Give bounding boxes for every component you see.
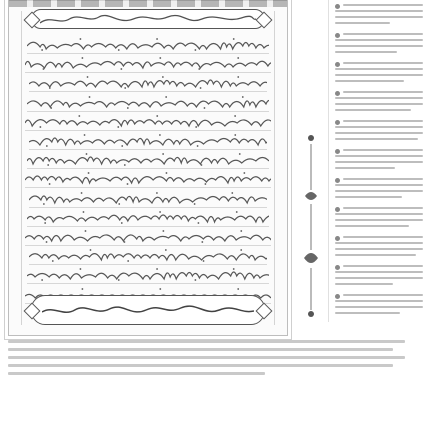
text-line — [335, 45, 423, 47]
text-line — [335, 10, 423, 12]
calligraphy-script-graphic — [27, 210, 269, 224]
paragraph-number-marker — [335, 236, 340, 241]
calligraphy-line — [27, 35, 269, 54]
paragraph-number-marker — [335, 178, 340, 183]
text-line — [343, 178, 423, 180]
text-line — [335, 271, 423, 273]
text-line — [335, 184, 423, 186]
text-line — [335, 51, 397, 53]
explanation-paragraph — [335, 207, 427, 231]
poster-footer-cartouche — [31, 295, 265, 325]
text-line — [335, 306, 423, 308]
calligraphy-line — [25, 227, 271, 246]
calligraphy-footer-graphic — [42, 304, 254, 318]
calligraphy-line — [29, 246, 267, 265]
calligraphy-script-graphic — [25, 114, 271, 128]
decorative-ornament-column — [300, 130, 322, 320]
explanation-paragraph — [335, 149, 427, 173]
text-line — [335, 190, 423, 192]
explanation-paragraph — [335, 236, 427, 260]
calligraphy-poster — [8, 0, 288, 336]
text-line — [335, 80, 404, 82]
calligraphy-line — [25, 54, 271, 73]
calligraphy-script-graphic — [25, 229, 271, 243]
calligraphy-line — [27, 93, 269, 112]
explanation-paragraph — [335, 91, 427, 115]
text-line — [335, 103, 423, 105]
paragraph-number-marker — [335, 33, 340, 38]
calligraphy-line — [27, 208, 269, 227]
text-line — [335, 22, 390, 24]
text-line — [335, 126, 423, 128]
calligraphy-script-graphic — [29, 133, 267, 147]
calligraphy-line — [29, 131, 267, 150]
paragraph-number-marker — [335, 265, 340, 270]
calligraphy-line — [25, 169, 271, 188]
text-line — [335, 196, 402, 198]
text-line — [335, 74, 423, 76]
paragraph-number-marker — [335, 4, 340, 9]
calligraphy-script-graphic — [29, 248, 267, 262]
paragraph-number-marker — [335, 120, 340, 125]
text-line — [335, 138, 418, 140]
text-line — [335, 312, 400, 314]
text-line — [343, 33, 423, 35]
text-line — [335, 161, 423, 163]
explanation-paragraph — [335, 294, 427, 318]
text-line — [335, 39, 423, 41]
calligraphy-line — [29, 189, 267, 208]
calligraphy-script-graphic — [25, 56, 271, 70]
explanation-paragraph — [335, 33, 427, 57]
text-line — [343, 120, 423, 122]
calligraphy-script-graphic — [27, 152, 269, 166]
calligraphy-script-graphic — [29, 75, 267, 89]
footnote-text — [8, 340, 422, 380]
text-line — [335, 242, 423, 244]
poster-top-border — [9, 0, 287, 7]
text-line — [335, 132, 423, 134]
text-line — [343, 207, 423, 209]
calligraphy-line — [27, 150, 269, 169]
explanation-paragraph — [335, 4, 427, 28]
text-line — [343, 91, 423, 93]
paragraph-number-marker — [335, 91, 340, 96]
text-line — [343, 236, 423, 238]
text-line — [335, 109, 411, 111]
paragraph-number-marker — [335, 294, 340, 299]
footnote-line — [8, 364, 393, 367]
paragraph-number-marker — [335, 207, 340, 212]
calligraphy-header-graphic — [40, 13, 256, 27]
footnote-line — [8, 372, 265, 375]
text-line — [335, 300, 423, 302]
calligraphy-script-graphic — [25, 171, 271, 185]
text-line — [335, 68, 423, 70]
calligraphy-script-graphic — [27, 95, 269, 109]
calligraphy-line — [29, 73, 267, 92]
text-line — [335, 155, 423, 157]
footnote-line — [8, 348, 393, 351]
poster-header-cartouche — [31, 9, 265, 29]
text-line — [335, 219, 423, 221]
text-line — [335, 283, 393, 285]
text-line — [343, 265, 423, 267]
calligraphy-script-graphic — [27, 37, 269, 51]
text-line — [335, 225, 409, 227]
text-line — [343, 149, 423, 151]
explanation-paragraph — [335, 62, 427, 86]
text-line — [335, 16, 423, 18]
calligraphy-line — [25, 112, 271, 131]
text-line — [335, 97, 423, 99]
text-line — [335, 254, 416, 256]
text-line — [335, 213, 423, 215]
explanation-paragraph — [335, 178, 427, 202]
calligraphy-line — [27, 265, 269, 284]
explanation-paragraph — [335, 120, 427, 144]
text-line — [343, 62, 423, 64]
explanation-panel — [328, 0, 427, 322]
text-line — [343, 294, 423, 296]
text-line — [335, 277, 423, 279]
paragraph-number-marker — [335, 62, 340, 67]
paragraph-number-marker — [335, 149, 340, 154]
text-line — [335, 248, 423, 250]
text-line — [343, 4, 423, 6]
footnote-line — [8, 356, 405, 359]
explanation-paragraph — [335, 265, 427, 289]
footnote-line — [8, 340, 405, 343]
calligraphy-script-graphic — [27, 267, 269, 281]
calligraphy-script-graphic — [29, 191, 267, 205]
text-line — [335, 167, 395, 169]
